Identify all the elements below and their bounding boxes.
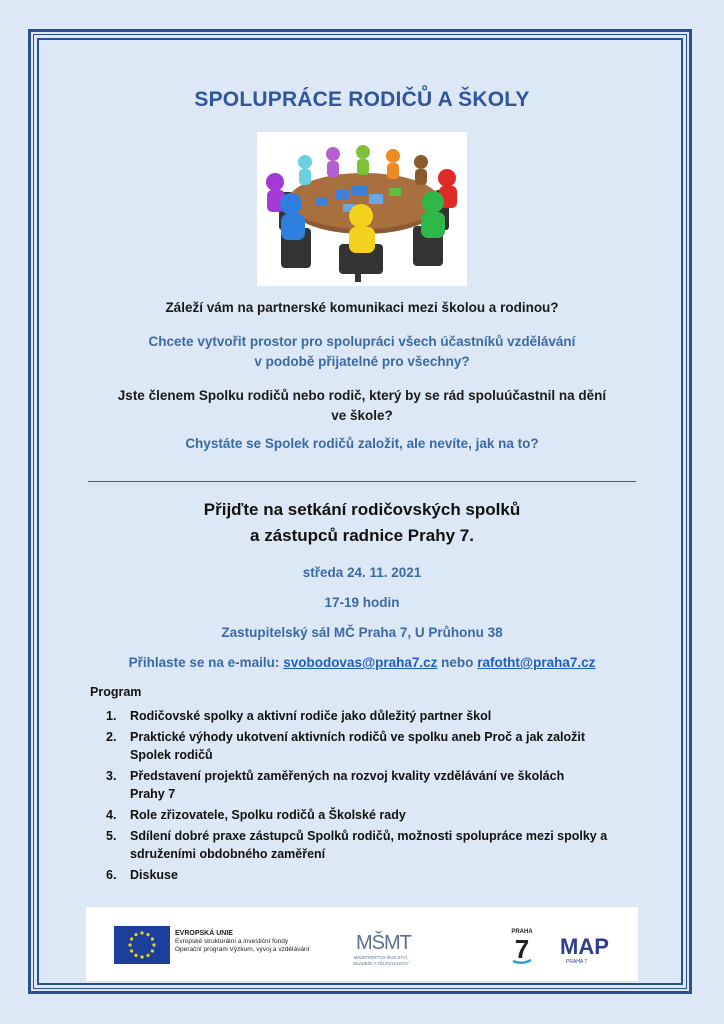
question-member xyxy=(0,386,724,426)
sponsor-logo-bar xyxy=(86,907,638,981)
round-table-illustration xyxy=(257,132,467,286)
map-logo xyxy=(558,927,618,967)
event-date: středa 24. 11. 2021 xyxy=(302,565,422,580)
program-item-number: 4. xyxy=(106,808,117,822)
map-label: MAP xyxy=(560,934,609,959)
program-item-text: sdruženími obdobného zaměření xyxy=(130,847,326,861)
event-time: 17-19 hodin xyxy=(324,595,400,610)
program-item-text: Sdílení dobré praxe zástupců Spolků rodičů, možnosti spolupráce mezi spolky a xyxy=(130,829,608,843)
question-partnership xyxy=(0,298,724,318)
invite-line-1: Přijďte na setkání rodičovských spolků xyxy=(203,500,521,519)
eu-line-1: Evropské strukturální a investiční fondy xyxy=(175,938,289,945)
round-table-picture xyxy=(257,132,467,286)
praha-number: 7 xyxy=(514,934,530,964)
praha7-logo xyxy=(509,925,535,965)
signup-line xyxy=(0,655,724,670)
program-item-text: Role zřizovatele, Spolku rodičů a Školské rady xyxy=(130,808,406,822)
program-item-text: Rodičovské spolky a aktivní rodiče jako důležitý partner škol xyxy=(130,709,492,723)
program-item-number: 5. xyxy=(106,829,117,843)
program-item-text: Prahy 7 xyxy=(130,787,176,801)
program-item xyxy=(96,767,636,803)
page-title: SPOLUPRÁCE RODIČŮ A ŠKOLY xyxy=(194,88,530,111)
program-item xyxy=(96,806,636,824)
program-item-number: 6. xyxy=(106,868,117,882)
question-line: Chystáte se Spolek rodičů založit, ale nevíte, jak na to? xyxy=(185,436,539,451)
program-item-number: 2. xyxy=(106,730,117,744)
invite-line-2: a zástupců radnice Prahy 7. xyxy=(250,526,474,545)
eu-title: EVROPSKÁ UNIE xyxy=(175,930,233,937)
program-item-text: Diskuse xyxy=(130,868,178,882)
msmt-logo xyxy=(346,925,416,971)
msmt-line-1: MINISTERSTVO ŠKOLSTVÍ, xyxy=(353,955,409,960)
question-line: Chcete vytvořit prostor pro spolupráci všech účastníků vzdělávání xyxy=(148,334,576,349)
question-space xyxy=(0,332,724,372)
svg-text:MŠMT: MŠMT xyxy=(356,932,411,954)
divider-line xyxy=(88,481,636,482)
question-founding xyxy=(0,434,724,454)
program-list xyxy=(96,707,636,887)
map-sub: PRAHA 7 xyxy=(566,959,588,965)
eu-text-block xyxy=(175,930,345,954)
question-line: Jste členem Spolku rodičů nebo rodič, který by se rád spoluúčastnil na dění xyxy=(117,388,607,403)
eu-line-2: Operační program Výzkum, vývoj a vzdělávání xyxy=(175,946,310,953)
msmt-line-2: MLÁDEŽE A TĚLOVÝCHOVY xyxy=(353,961,409,966)
program-item-number: 1. xyxy=(106,709,117,723)
program-item-text: Praktické výhody ukotvení aktivních rodičů ve spolku aneb Proč a jak založit xyxy=(130,730,586,744)
question-line: v podobě přijatelné pro všechny? xyxy=(254,354,470,369)
praha-label: PRAHA xyxy=(511,929,533,935)
program-item-number: 3. xyxy=(106,769,117,783)
email-link-svobodovas[interactable]: svobodovas@praha7.cz xyxy=(283,655,438,670)
event-venue: Zastupitelský sál MČ Praha 7, U Průhonu 38 xyxy=(221,625,503,640)
question-line: ve škole? xyxy=(331,408,393,423)
invite-heading xyxy=(0,497,724,549)
signup-joiner: nebo xyxy=(441,655,474,670)
email-link-rafotht[interactable]: rafotht@praha7.cz xyxy=(477,655,596,670)
program-label: Program xyxy=(90,685,142,699)
program-item-text: Představení projektů zaměřených na rozvoj kvality vzdělávání ve školách xyxy=(130,769,565,783)
program-item xyxy=(96,728,636,764)
program-item-text: Spolek rodičů xyxy=(130,748,213,762)
question-line: Záleží vám na partnerské komunikaci mezi školou a rodinou? xyxy=(165,300,559,315)
program-item xyxy=(96,707,636,725)
eu-flag-icon xyxy=(114,926,170,964)
signup-prefix: Přihlaste se na e-mailu: xyxy=(128,655,280,670)
program-item xyxy=(96,866,636,884)
program-item xyxy=(96,827,636,863)
